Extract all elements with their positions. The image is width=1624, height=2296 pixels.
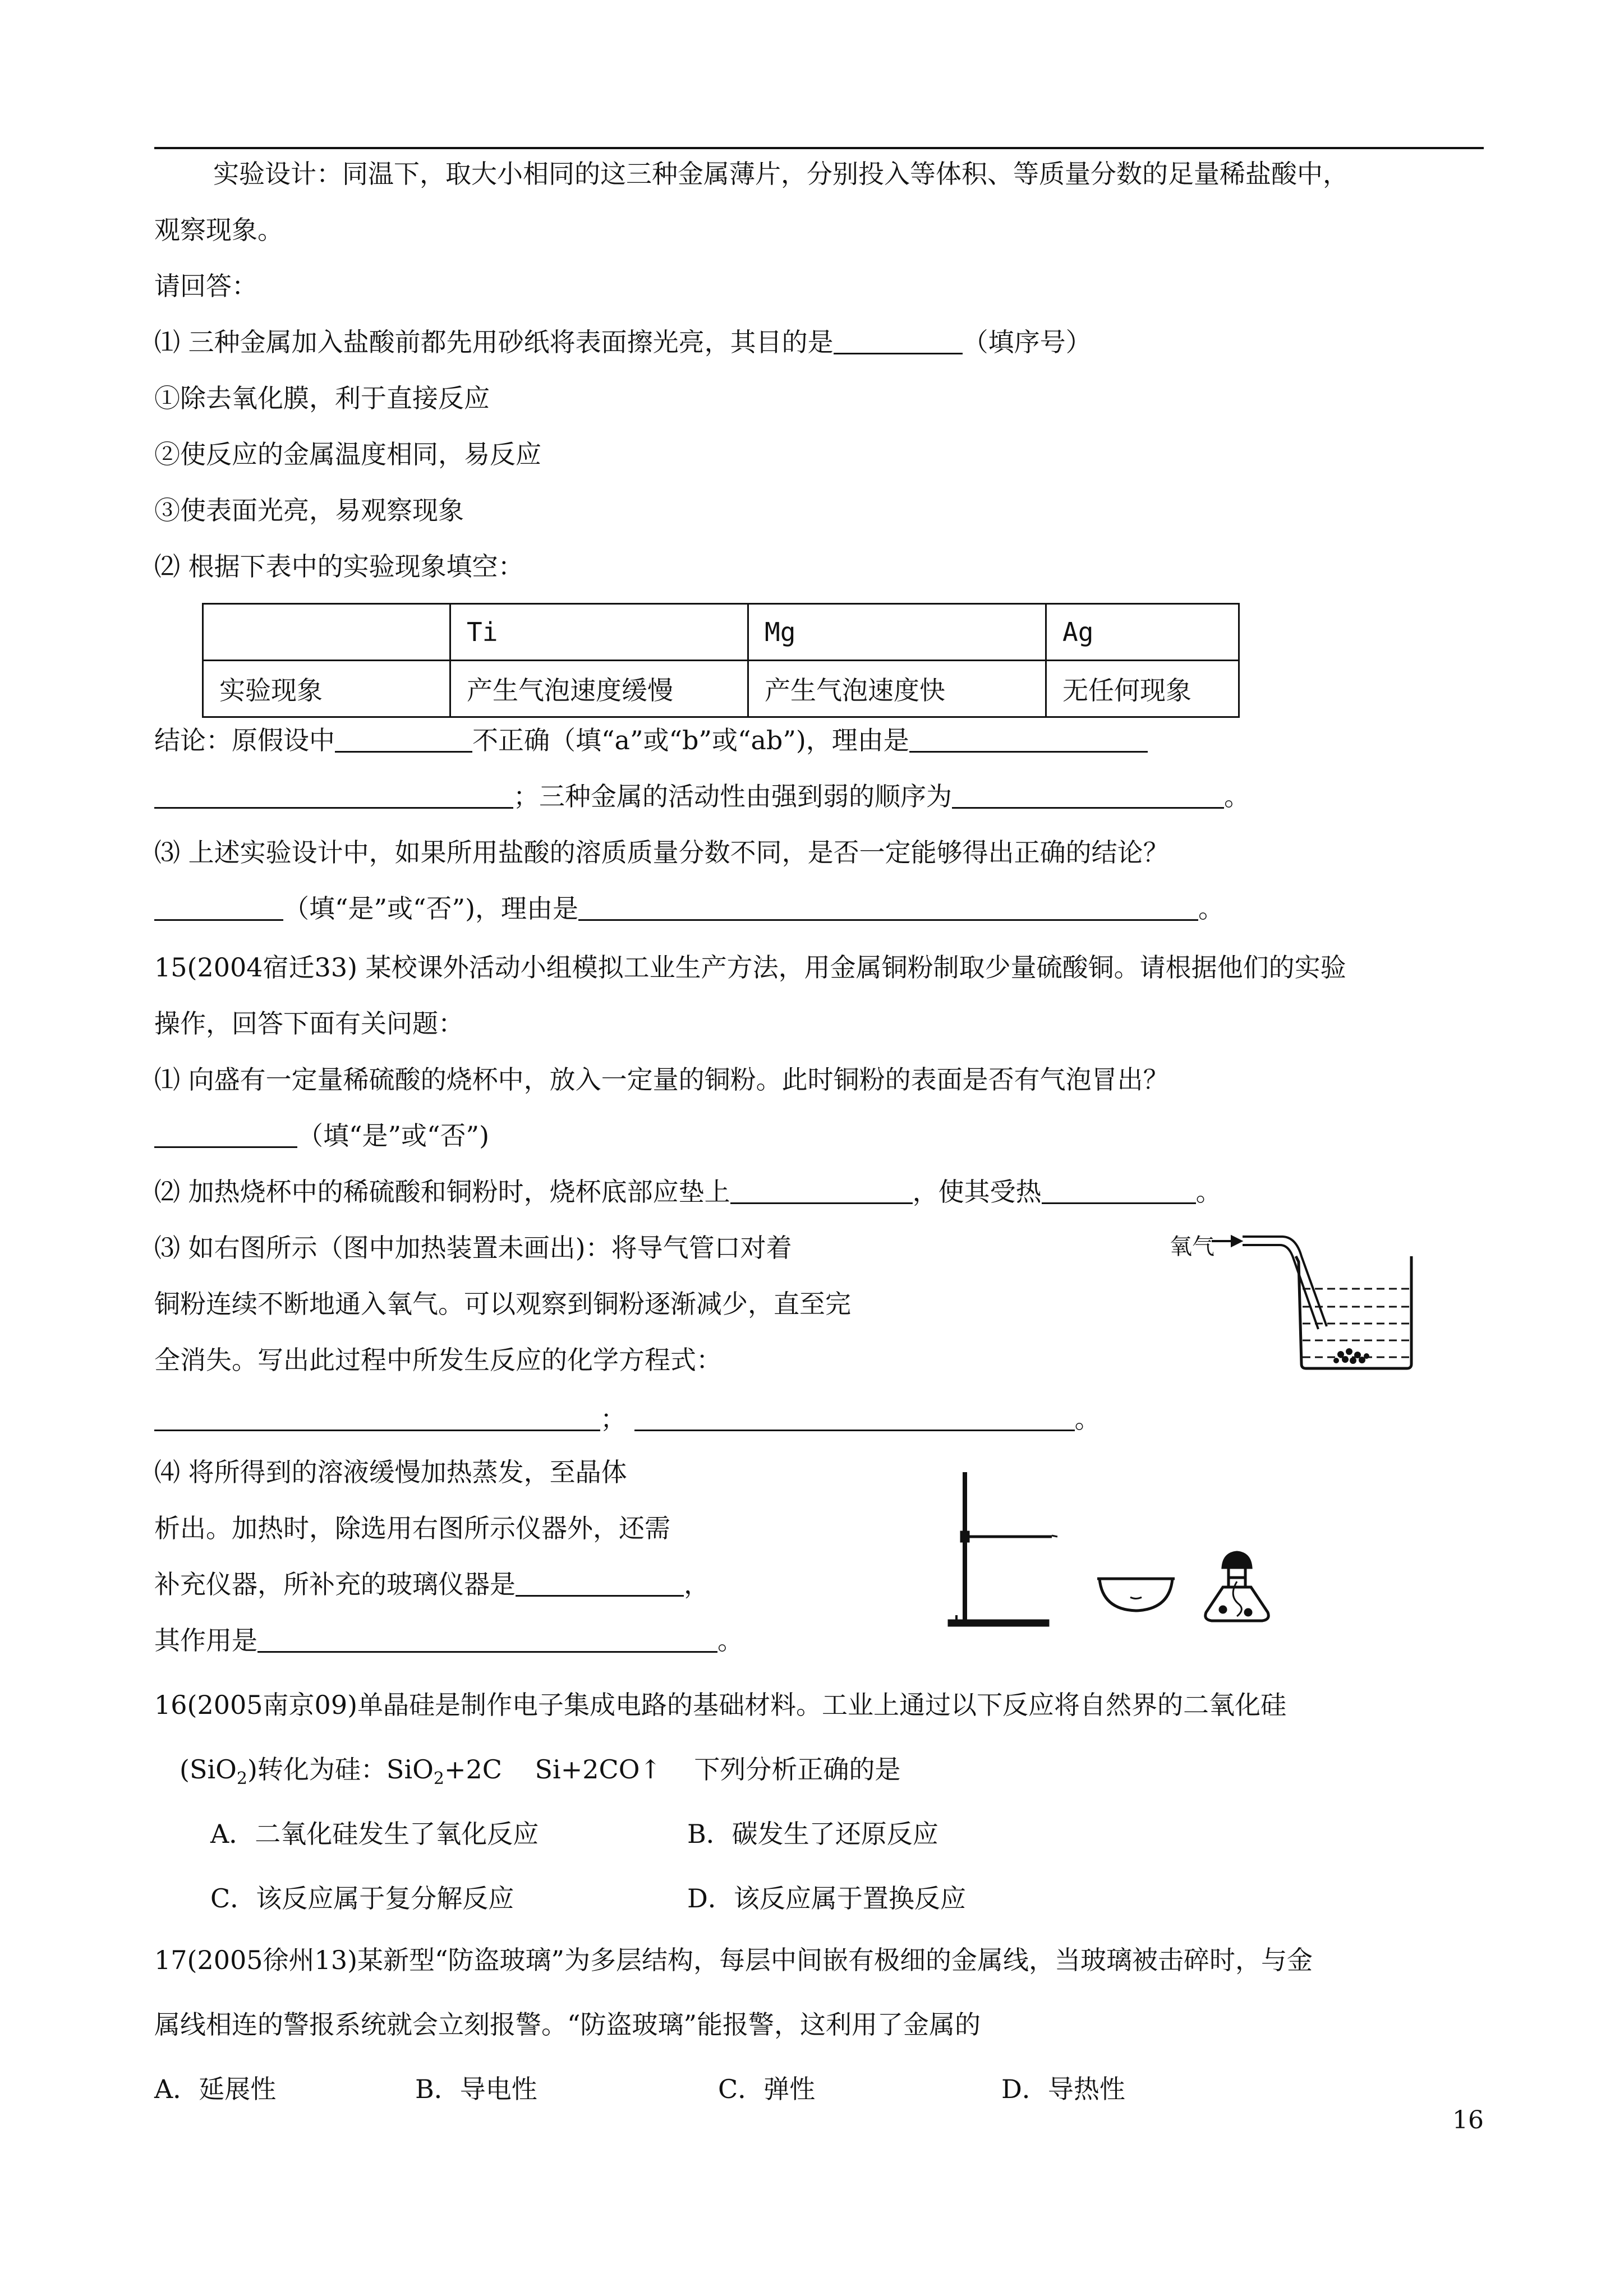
answer-blank[interactable] xyxy=(335,729,472,753)
question-1 xyxy=(154,325,1092,359)
equation-text: +2C Si+2CO↑ 下列分析正确的是 xyxy=(444,1754,901,1785)
question-text: ，使其受热 xyxy=(912,1177,1042,1207)
option-1: ①除去氧化膜，利于直接反应 xyxy=(154,383,490,413)
answer-blank[interactable] xyxy=(730,1180,913,1204)
option-b: B．碳发生了还原反应 xyxy=(687,1819,938,1849)
punctuation: ； xyxy=(600,1404,626,1434)
table-cell: Ag xyxy=(1046,604,1239,661)
question-3-answer xyxy=(154,892,1224,925)
problem-15: 15(2004宿迁33) 某校课外活动小组模拟工业生产方法，用金属铜粉制取少量硫酸铜。请根据他们的实验 xyxy=(154,952,1346,983)
conclusion-text: 不正确（填“a”或“b”或“ab”)，理由是 xyxy=(472,725,909,755)
option-a: A．延展性 xyxy=(154,2074,277,2104)
problem-15-q4: ⑷ 将所得到的溶液缓慢加热蒸发，至晶体 xyxy=(154,1457,627,1487)
answer-blank[interactable] xyxy=(834,330,963,354)
question-text: 其作用是 xyxy=(154,1625,257,1656)
option-d: D．该反应属于置换反应 xyxy=(687,1883,966,1914)
answer-blank[interactable] xyxy=(634,1407,1075,1431)
question-text: ⑴ 三种金属加入盐酸前都先用砂纸将表面擦光亮，其目的是 xyxy=(154,327,834,357)
option-c: C．弹性 xyxy=(718,2074,816,2104)
answer-blank[interactable] xyxy=(516,1573,684,1597)
answer-blank[interactable] xyxy=(909,729,1148,753)
prompt-text: 请回答： xyxy=(154,271,257,301)
oxygen-label: 氧气 xyxy=(1170,1234,1214,1260)
punctuation: 。 xyxy=(1195,1177,1222,1207)
equation-text: (SiO xyxy=(180,1754,237,1785)
alcohol-lamp xyxy=(1206,1552,1269,1621)
answer-blank[interactable] xyxy=(1042,1180,1196,1204)
problem-15-q4 xyxy=(154,1567,710,1601)
conclusion-line xyxy=(154,780,1250,813)
problem-15-q2 xyxy=(154,1175,1222,1209)
problem-15-q1-answer xyxy=(154,1119,489,1152)
intro-line: 观察现象。 xyxy=(154,215,283,245)
option-a: A．二氧化硅发生了氧化反应 xyxy=(210,1819,539,1849)
question-2: ⑵ 根据下表中的实验现象填空： xyxy=(154,551,524,582)
punctuation: 。 xyxy=(1224,781,1250,812)
punctuation: 。 xyxy=(717,1625,743,1656)
option-2: ②使反应的金属温度相同，易反应 xyxy=(154,439,541,469)
punctuation: ， xyxy=(684,1569,710,1599)
problem-17: 17(2005徐州13)某新型“防盗玻璃”为多层结构，每层中间嵌有极细的金属线，当玻璃被击碎时，与金 xyxy=(154,1945,1313,1975)
problem-15-q3: 铜粉连续不断地通入氧气。可以观察到铜粉逐渐减少，直至完 xyxy=(154,1289,851,1319)
table-cell xyxy=(203,604,450,661)
equation-blanks xyxy=(154,1402,1101,1436)
conclusion-text: 结论：原假设中 xyxy=(154,725,335,755)
problem-15: 操作，回答下面有关问题： xyxy=(154,1008,464,1039)
liquid-lines xyxy=(1303,1289,1409,1357)
problem-16: 16(2005南京09)单晶硅是制作电子集成电路的基础材料。工业上通过以下反应将自然界的二氧化硅 xyxy=(154,1690,1287,1720)
problem-15-q1: ⑴ 向盛有一定量稀硫酸的烧杯中，放入一定量的铜粉。此时铜粉的表面是否有气泡冒出？ xyxy=(154,1064,1169,1095)
copper-powder xyxy=(1333,1348,1369,1364)
table-cell: 无任何现象 xyxy=(1046,661,1239,717)
question-text: 补充仪器，所补充的玻璃仪器是 xyxy=(154,1569,516,1599)
subscript: 2 xyxy=(433,1769,444,1788)
page-number: 16 xyxy=(1452,2106,1484,2134)
problem-15-q3: ⑶ 如右图所示（图中加热装置未画出)：将导气管口对着 xyxy=(154,1233,792,1263)
problem-15-q4: 析出。加热时，除选用右图所示仪器外，还需 xyxy=(154,1513,670,1543)
question-3: ⑶ 上述实验设计中，如果所用盐酸的溶质质量分数不同，是否一定能够得出正确的结论？ xyxy=(154,837,1169,868)
punctuation: 。 xyxy=(1198,893,1225,924)
observation-table xyxy=(202,603,1240,718)
answer-blank[interactable] xyxy=(154,897,283,921)
iron-stand xyxy=(948,1472,1057,1626)
problem-15-q4 xyxy=(154,1624,743,1657)
answer-blank[interactable] xyxy=(154,785,513,809)
gas-tube xyxy=(1243,1237,1327,1329)
table-cell: Mg xyxy=(748,604,1046,661)
answer-blank[interactable] xyxy=(257,1629,717,1653)
table-cell: 产生气泡速度缓慢 xyxy=(450,661,748,717)
problem-15-q3: 全消失。写出此过程中所发生反应的化学方程式： xyxy=(154,1345,722,1375)
answer-blank[interactable] xyxy=(578,897,1198,921)
question-text: （填“是”或“否”) xyxy=(297,1121,490,1151)
problem-17: 属线相连的警报系统就会立刻报警。“防盗玻璃”能报警，这利用了金属的 xyxy=(154,2009,981,2040)
answer-blank[interactable] xyxy=(952,785,1224,809)
question-text: （填“是”或“否”)，理由是 xyxy=(283,893,579,924)
table-header-row xyxy=(203,604,1239,661)
table-cell: 产生气泡速度快 xyxy=(748,661,1046,717)
table-cell: 实验现象 xyxy=(203,661,450,717)
evaporation-apparatus xyxy=(931,1469,1324,1638)
conclusion-line xyxy=(154,723,1148,757)
question-text: ⑵ 加热烧杯中的稀硫酸和铜粉时，烧杯底部应垫上 xyxy=(154,1177,730,1207)
answer-blank[interactable] xyxy=(154,1407,600,1431)
table-cell: Ti xyxy=(450,604,748,661)
option-b: B．导电性 xyxy=(415,2074,537,2104)
subscript: 2 xyxy=(236,1769,247,1788)
answer-blank[interactable] xyxy=(154,1124,297,1148)
intro-line: 实验设计：同温下，取大小相同的这三种金属薄片，分别投入等体积、等质量分数的足量稀盐酸中， xyxy=(213,159,1349,189)
option-3: ③使表面光亮，易观察现象 xyxy=(154,495,464,525)
problem-16-equation xyxy=(180,1753,900,1796)
option-d: D．导热性 xyxy=(1001,2074,1125,2104)
table-row xyxy=(203,661,1239,717)
header-rule xyxy=(154,147,1484,149)
punctuation: 。 xyxy=(1074,1404,1101,1434)
question-suffix: （填序号） xyxy=(962,327,1092,357)
option-c: C．该反应属于复分解反应 xyxy=(210,1883,514,1914)
equation-text: )转化为硅：SiO xyxy=(247,1754,434,1785)
conclusion-text: ；三种金属的活动性由强到弱的顺序为 xyxy=(513,781,952,812)
evaporating-dish xyxy=(1097,1579,1175,1611)
beaker-figure xyxy=(1212,1223,1436,1380)
oxygen-arrow xyxy=(1212,1237,1241,1246)
